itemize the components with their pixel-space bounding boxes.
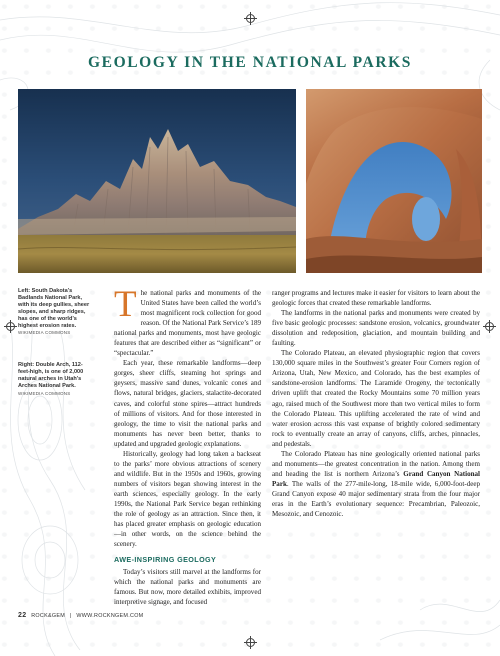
article-paragraph-7: The Colorado Plateau, an elevated physiographic region that covers 130,000 square miles in the Southwest’s greater Four Corners region of Arizona, Utah, New Mexico, and Colorado, has the best examples of sandstone-erosion landforms. The Laramide Orogeny, the tectonically driven uplift that created the Rocky Mountains some 70 million years ago, raised much of the Southwest more than two vertical miles to form the Colorado Plateau. This uplifting accelerated the rate of wind and water erosion across this vast expanse of brightly colored sedimentary rock to eventually create an array of canyons, cliffs, arches, pinnacles, and pedestals. <box>272 349 480 448</box>
double-arch-photo <box>306 89 482 273</box>
grand-canyon-bold: Grand Canyon National Park <box>272 469 480 488</box>
page-title: GEOLOGY IN THE NATIONAL PARKS <box>87 54 412 71</box>
caption-left-credit: WIKIMEDIA COMMONS <box>18 330 71 336</box>
registration-mark-left <box>6 322 15 331</box>
caption-left <box>18 288 94 337</box>
registration-mark-top <box>246 14 255 23</box>
article-paragraph-6: The landforms in the national parks and monuments were created by five basic geologic processes: sandstone erosion, volcanics, groundwater dissolution and redeposition, glaciation, and mountain building and faulting. <box>272 309 480 348</box>
caption-right-credit: WIKIMEDIA COMMONS <box>18 390 71 396</box>
page-folio <box>18 612 143 619</box>
caption-right-text: Right: Double Arch, 112-feet-high, is one of 2,000 natural arches in Utah’s Arches National Park. <box>18 362 84 389</box>
article-paragraph-2: Each year, these remarkable landforms—deep gorges, sheer cliffs, steaming hot springs and geysers, massive sand dunes, volcanic cones and flows, natural bridges, glaciers, stalactite-decorated caves, and colorful stone spires—attract hundreds of millions of visitors. And for those interested in geology, the time to visit the national parks and monuments has never been better, thanks to updated and upgraded geologic explanations. <box>114 359 261 448</box>
article-column-1 <box>114 284 261 607</box>
page-number: 22 <box>18 612 27 619</box>
magazine-name: ROCK&GEM <box>31 613 66 619</box>
section-subhead: AWE-INSPIRING GEOLOGY <box>114 555 217 565</box>
article-paragraph-8: The Colorado Plateau has nine geologically oriented national parks and monuments—the greatest concentration in the nation. Among them and heading the list is northern Arizona’s Grand Canyon National Park. The walls of the 277-mile-long, 18-mile wide, 6,000-foot-deep Grand Canyon expose 40 major sedimentary strata from the four major eras in the Earth’s evolutionary sequence: Precambrian, Paleozoic, Mesozoic, and Cenozoic. <box>272 449 480 519</box>
caption-left-text: Left: South Dakota’s Badlands National Park, with its deep gullies, sheer slopes, and sharp ridges, has one of the world’s highest erosion rates. <box>18 288 90 329</box>
magazine-url: WWW.ROCKNGEM.COM <box>76 613 144 619</box>
article-paragraph-5: ranger programs and lectures make it easier for visitors to learn about the geologic forces that created these remarkable landforms. <box>272 289 480 308</box>
caption-right <box>18 362 94 398</box>
drop-cap: T <box>114 284 137 325</box>
article-paragraph-1: The national parks and monuments of the United States have been called the world’s most magnificent rock collection for good reason. Of the National Park Service’s 189 national parks and monuments, most have geologic features that are described either as “significant” or “spectacular.” <box>114 284 261 358</box>
folio-separator: | <box>69 613 72 619</box>
article-paragraph-3: Historically, geology had long taken a backseat to the parks’ more obvious attractions of scenery and wildlife. But in the 1950s and 1960s, growing numbers of visitors began showing interest in the earth sciences, especially geology. In the early 1990s, the National Park Service began rethinking the role of geology as an attraction. Since then, it has placed greater emphasis on geologic education—in other words, on the science behind the scenery. <box>114 449 261 549</box>
article-column-2 <box>272 288 480 519</box>
registration-mark-bottom <box>246 638 255 647</box>
article-paragraph-4: Today’s visitors still marvel at the landforms for which the national parks and monuments are famous. But now, more detailed exhibits, improved interpretive signage, and focused <box>114 568 261 607</box>
registration-mark-right <box>485 322 494 331</box>
badlands-photo <box>18 89 296 273</box>
